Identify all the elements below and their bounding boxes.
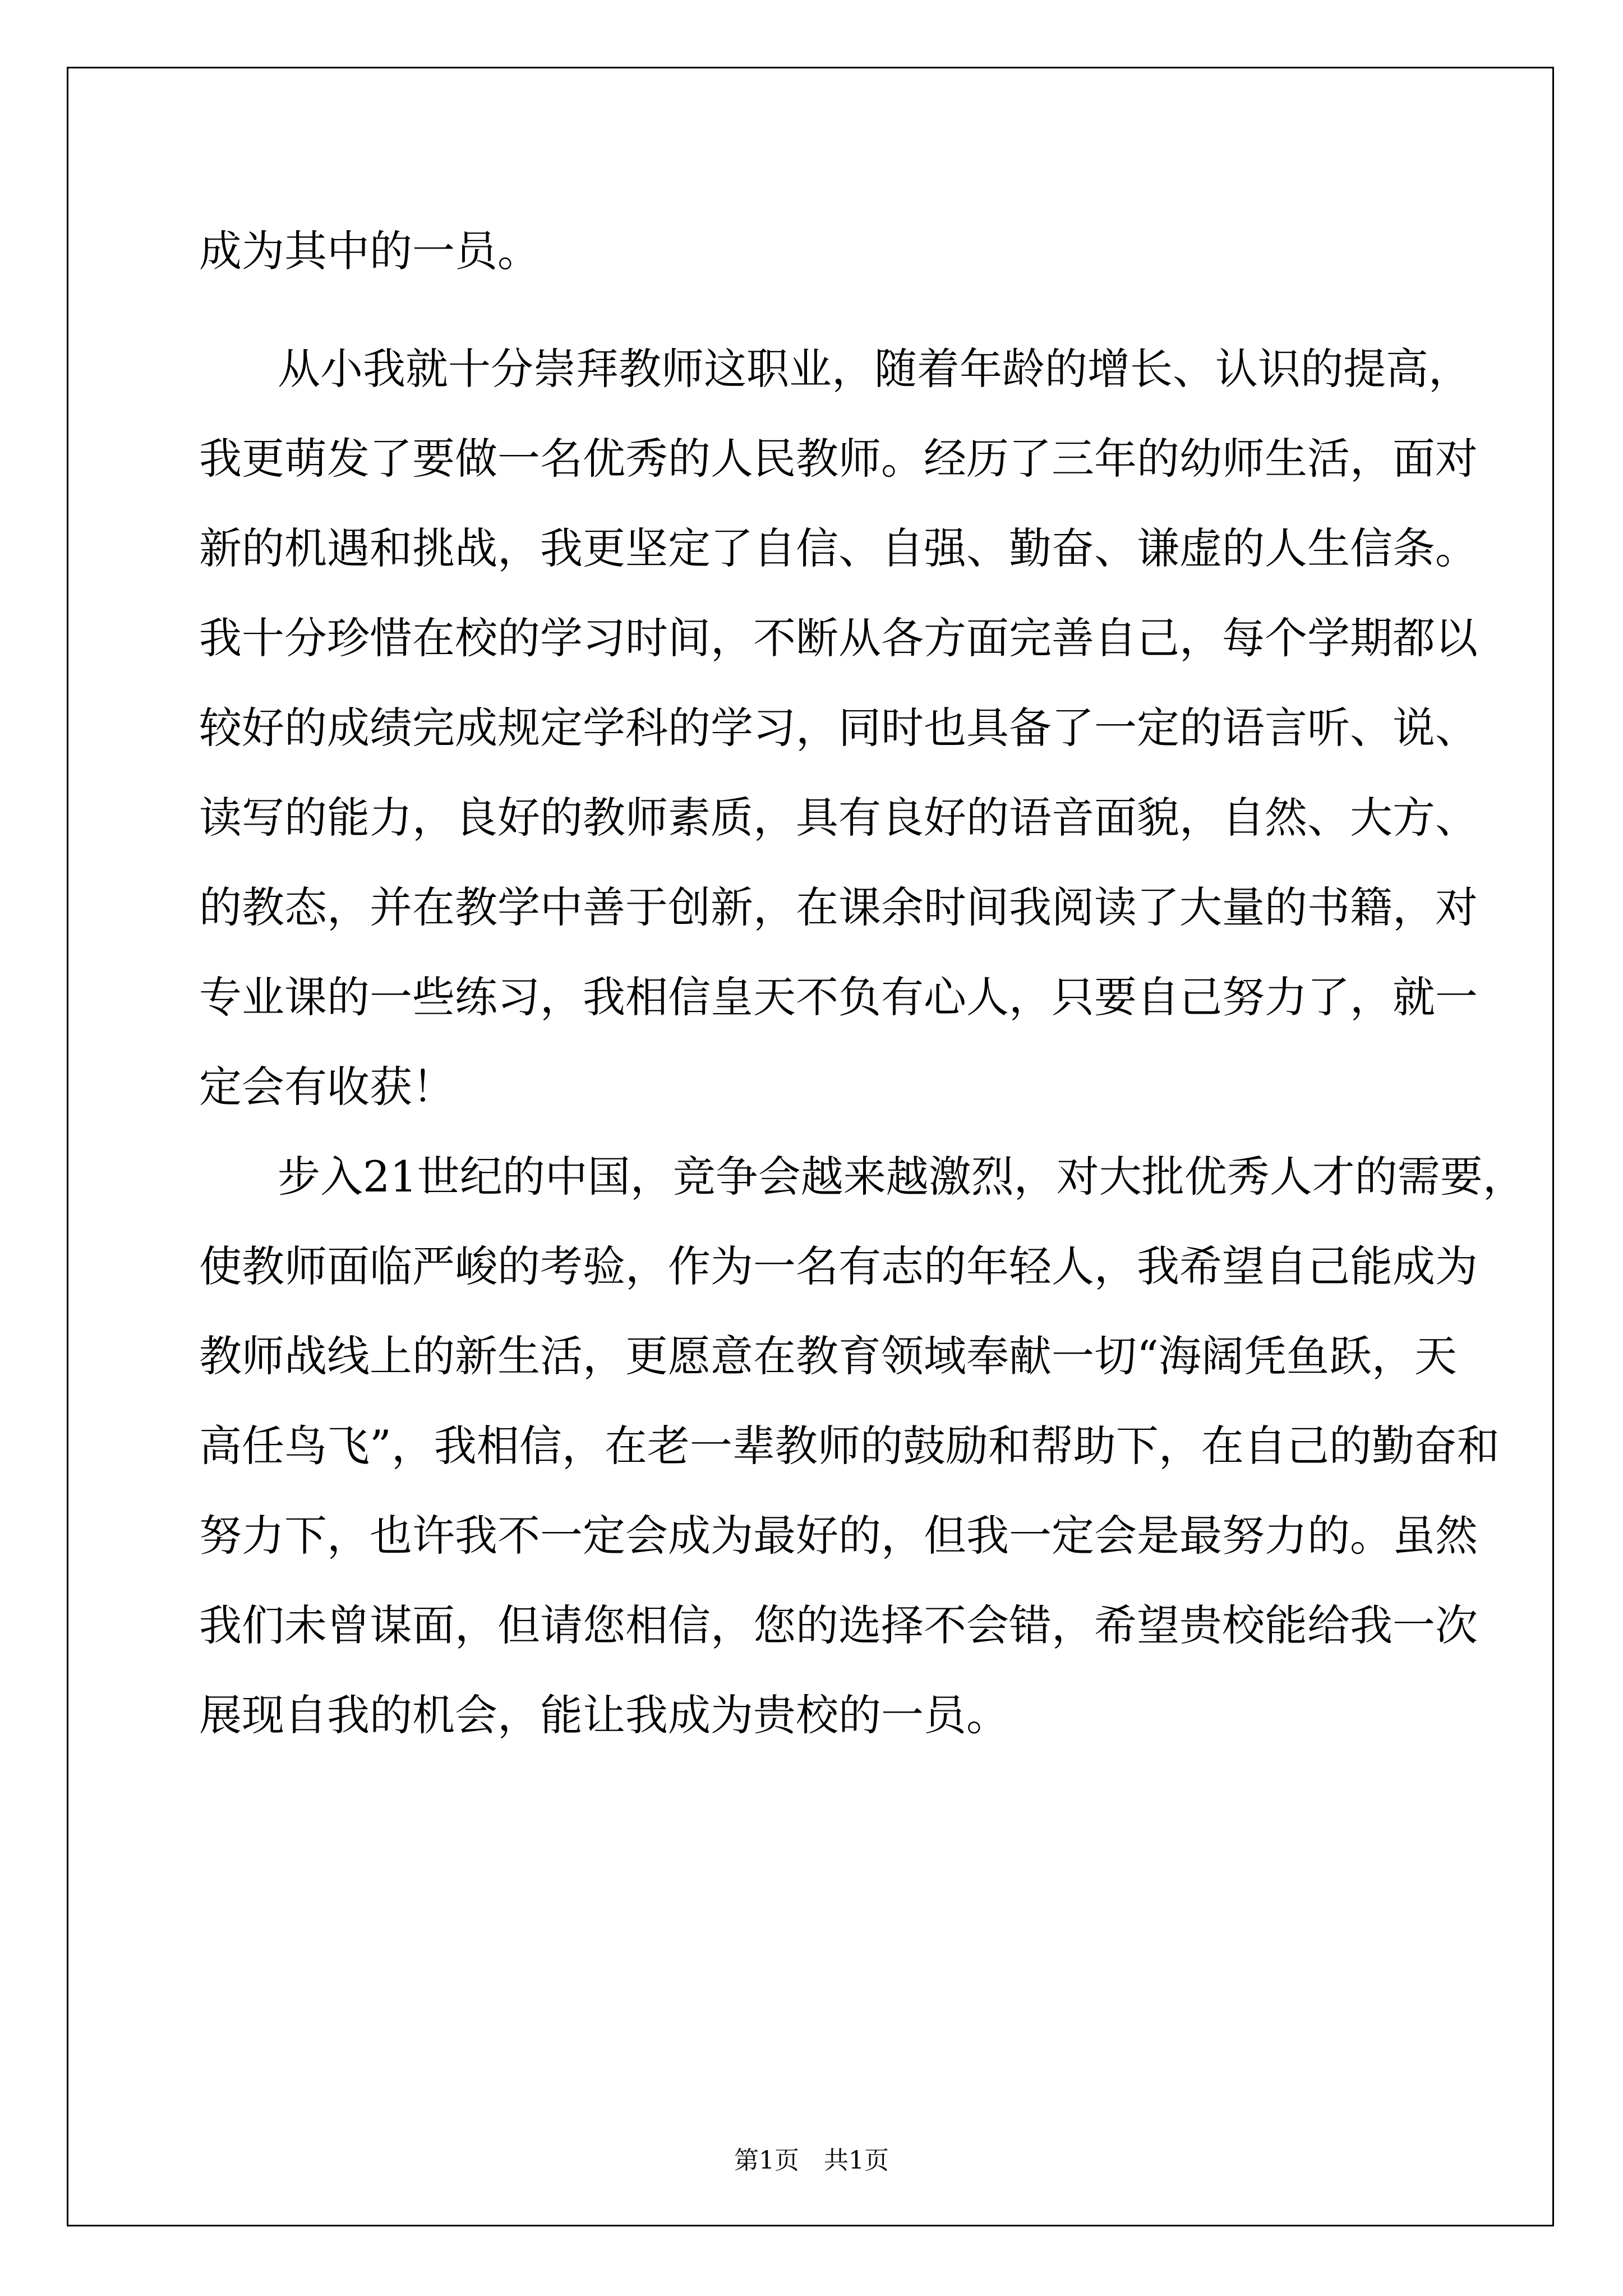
paragraph-line: 较好的成绩完成规定学科的学习，同时也具备了一定的语言听、说、 (199, 703, 1478, 753)
paragraph-line: 高任鸟飞”，我相信，在老一辈教师的鼓励和帮助下，在自己的勤奋和 (199, 1421, 1500, 1471)
paragraph-line: 步入21世纪的中国，竞争会越来越激烈，对大批优秀人才的需要， (278, 1152, 1525, 1202)
paragraph-line: 专业课的一些练习，我相信皇天不负有心人，只要自己努力了，就一 (199, 972, 1478, 1022)
paragraph-line: 我十分珍惜在校的学习时间，不断从各方面完善自己，每个学期都以 (199, 613, 1478, 663)
paragraph-line: 我更萌发了要做一名优秀的人民教师。经历了三年的幼师生活，面对 (199, 434, 1478, 484)
paragraph-line: 成为其中的一员。 (199, 226, 540, 276)
paragraph-line: 我们未曾谋面，但请您相信，您的选择不会错，希望贵校能给我一次 (199, 1600, 1478, 1650)
paragraph-line: 读写的能力，良好的教师素质，具有良好的语音面貌，自然、大方、 (199, 793, 1478, 843)
paragraph-line: 展现自我的机会，能让我成为贵校的一员。 (199, 1690, 1009, 1740)
paragraph-line: 新的机遇和挑战，我更坚定了自信、自强、勤奋、谦虚的人生信条。 (199, 523, 1478, 573)
page-number-footer: 第1页 共1页 (734, 2146, 889, 2175)
paragraph-line: 的教态，并在教学中善于创新，在课余时间我阅读了大量的书籍，对 (199, 882, 1478, 932)
paragraph-line: 努力下，也许我不一定会成为最好的，但我一定会是最努力的。虽然 (199, 1511, 1478, 1561)
paragraph-line: 从小我就十分崇拜教师这职业，随着年龄的增长、认识的提高， (278, 344, 1471, 394)
paragraph-line: 使教师面临严峻的考验，作为一名有志的年轻人，我希望自己能成为 (199, 1241, 1478, 1291)
paragraph-line: 定会有收获！ (199, 1062, 455, 1112)
paragraph-line: 教师战线上的新生活，更愿意在教育领域奉献一切“海阔凭鱼跃，天 (199, 1331, 1457, 1381)
